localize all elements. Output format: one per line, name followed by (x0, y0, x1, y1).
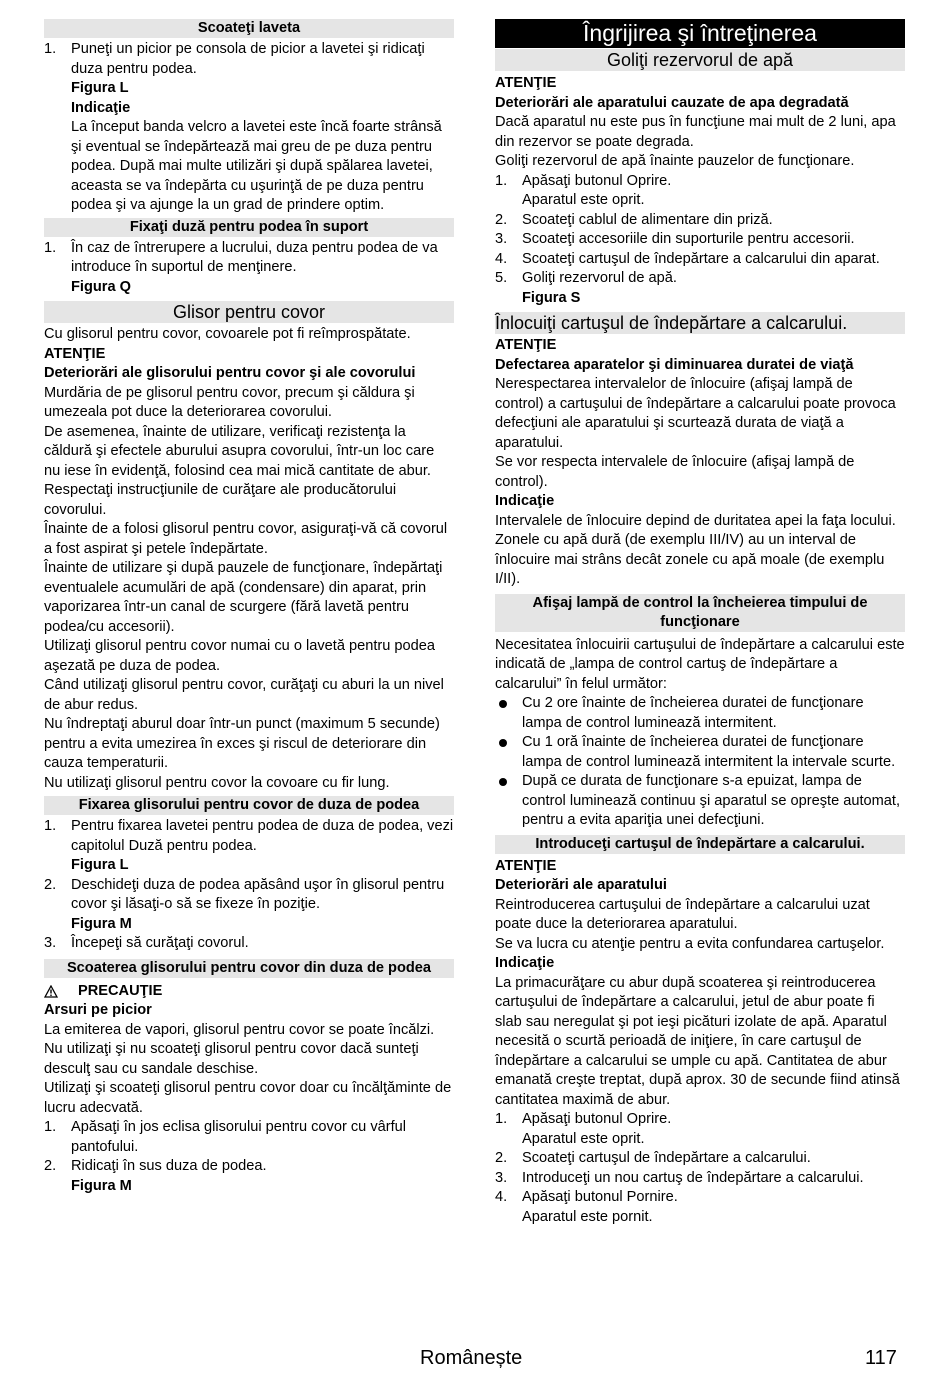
step-number: 2. (495, 211, 508, 228)
step-text: Scoateţi cartuşul de îndepărtare a calcarului. (522, 1150, 811, 1166)
step-text: Puneţi un picior pe consola de picior a lavetei şi ridicaţi duza pentru podea. (71, 41, 425, 77)
step-result: Aparatul este oprit. (522, 1130, 645, 1147)
step-text: În caz de întrerupere a lucrului, duza pentru podea de va introduce în suportul de menţinere. (71, 239, 438, 275)
step-text: Scoateţi accesoriile din suporturile pentru accesorii. (522, 231, 855, 247)
figure-ref: Figura Q (71, 278, 131, 295)
figure-ref: Figura S (522, 289, 581, 306)
paragraph: Utilizaţi glisorul pentru covor numai cu o lavetă pentru podea aşezată pe duza de podea. (44, 638, 436, 674)
chapter-title: Îngrijirea şi întreţinerea (495, 19, 905, 48)
note-text: La început banda velcro a lavetei este încă foarte strânsă şi eventual se îndepărtează mai greu de pe duza pentru podea. După mai multe utilizări şi după spălarea lavetei, aceasta se va îndepărta cu uşurinţă de pe duza pentru podea şi va ajunge la un grad de prindere optim. (71, 119, 442, 213)
section-heading: Scoaterea glisorului pentru covor din duza de podea (44, 959, 454, 978)
step-text: Scoateţi cablul de alimentare din priză. (522, 211, 773, 228)
bullet-text: Cu 2 ore înainte de încheierea duratei de funcţionare lampa de control luminează intermitent. (522, 695, 864, 731)
steps-list (44, 817, 454, 954)
warning-title: Deteriorări ale aparatului (495, 877, 667, 893)
paragraph: Dacă aparatul nu este pus în funcţiune mai mult de 2 luni, apa din rezervor se poate degrada. (495, 114, 896, 150)
intro-text: Cu glisorul pentru covor, covoarele pot fi reîmprospătate. (44, 326, 411, 342)
paragraph: Nu utilizaţi şi nu scoateţi glisorul pentru covor dacă sunteţi desculţ sau cu sandale deschise. (44, 1041, 419, 1077)
step-text: Scoateţi cartuşul de îndepărtare a calcarului din aparat. (522, 250, 880, 267)
paragraph: Nu îndreptaţi aburul doar într-un punct (maximum 5 secunde) pentru a evita umezirea în exces şi riscul de deteriorare din cauza temperaturii. (44, 716, 440, 771)
warning-triangle-icon (44, 985, 58, 998)
paragraph: Nu utilizaţi glisorul pentru covor la covoare cu fir lung. (44, 774, 390, 791)
left-column (44, 19, 454, 1196)
step-number: 4. (495, 1189, 508, 1205)
note-label: Indicaţie (495, 493, 555, 509)
step-item (44, 876, 454, 935)
step-item (495, 230, 905, 250)
note-text: La primacurăţare cu abur după scoaterea şi reintroducerea cartuşului de îndepărtare a calcarului, jetul de abur poate fi slab sau neregulat şi pot ieşi picături izolate de apă. Aparatul necesită o scurtă perioadă de iniţiere, în care cartuşul de îndepărtare a calcarului se umple cu apă. Cantitatea de abur emanată creşte treptat, după aprox. 30 de secunde fiind atinsă cantitatea maximă de abur. (495, 974, 900, 1108)
step-number: 4. (495, 250, 508, 267)
figure-ref: Figura M (71, 1177, 132, 1194)
step-text: Începeţi să curăţaţi covorul. (71, 935, 249, 951)
step-item (495, 1110, 905, 1149)
paragraph: Goliţi rezervorul de apă înainte pauzelor de funcţionare. (495, 153, 855, 169)
section-heading: Scoateţi laveta (44, 19, 454, 38)
step-item (44, 1118, 454, 1157)
step-number: 1. (44, 41, 57, 57)
figure-ref: Figura L (71, 80, 129, 96)
step-text: Introduceţi un nou cartuş de îndepărtare a calcarului. (522, 1169, 864, 1186)
paragraph: Când utilizaţi glisorul pentru covor, curăţaţi cu aburi la un nivel de abur redus. (44, 677, 444, 713)
warning-heading (44, 982, 454, 1002)
note-label: Indicaţie (495, 955, 555, 971)
section-heading: Goliţi rezervorul de apă (495, 49, 905, 71)
step-number: 2. (495, 1150, 508, 1166)
bullet-list (495, 694, 905, 831)
warning-label: ATENŢIE (44, 345, 106, 362)
note-label: Indicaţie (71, 99, 131, 116)
paragraph: Înainte de a folosi glisorul pentru covor, asiguraţi-vă că covorul a fost aspirat şi petele îndepărtate. (44, 521, 448, 557)
bullet-text: După ce durata de funcţionare s-a epuizat, lampa de control luminează continuu şi aparatul se opreşte automat, pentru a evita apariţia unei defecţiuni. (522, 773, 901, 828)
paragraph: Se vor respecta intervalele de înlocuire (afişaj lampă de control). (495, 454, 855, 490)
step-text: Goliţi rezervorul de apă. (522, 270, 677, 286)
step-number: 2. (44, 876, 57, 893)
step-result: Aparatul este oprit. (522, 192, 645, 208)
section-heading: Fixarea glisorului pentru covor de duza de podea (44, 796, 454, 815)
paragraph: Înainte de utilizare şi după pauzele de funcţionare, îndepărtaţi eventualele acumulări de apă (condensare) din aparat, prin vaporizarea într-un canal de scurgere (fără lavetă pentru podea/cu accesorii). (44, 560, 443, 635)
bullet-dot-icon (499, 739, 507, 747)
warning-title: Defectarea aparatelor şi diminuarea duratei de viaţă (495, 356, 854, 373)
paragraph: Murdăria de pe glisorul pentru covor, precum şi căldura şi umezeala pot duce la deteriorarea covorului. (44, 384, 415, 420)
steps-list (495, 1110, 905, 1227)
step-item (495, 1169, 905, 1189)
step-number: 1. (495, 172, 508, 189)
step-item (495, 269, 905, 308)
warning-title: Arsuri pe picior (44, 1002, 152, 1018)
step-number: 1. (44, 818, 57, 834)
step-item (495, 211, 905, 231)
step-text: Deschideţi duza de podea apăsând uşor în glisorul pentru covor şi lăsaţi-o să se fixeze în poziţie. (71, 876, 445, 912)
step-item (44, 817, 454, 876)
steps-list (44, 1118, 454, 1196)
step-number: 1. (44, 239, 57, 256)
section-heading: Fixaţi duză pentru podea în suport (44, 218, 454, 237)
step-number: 3. (495, 1169, 508, 1186)
step-text: Apăsaţi în jos eclisa glisorului pentru covor cu vârful pantofului. (71, 1119, 407, 1155)
paragraph: Utilizaţi şi scoateţi glisorul pentru covor doar cu încălţăminte de lucru adecvată. (44, 1080, 452, 1116)
paragraph: Reintroducerea cartuşului de îndepărtare a calcarului uzat poate duce la deteriorarea aparatului. (495, 896, 870, 932)
warning-label: ATENŢIE (495, 337, 557, 353)
step-number: 2. (44, 1158, 57, 1174)
warning-title: Deteriorări ale glisorului pentru covor şi ale covorului (44, 365, 416, 381)
step-text: Ridicaţi în sus duza de podea. (71, 1158, 267, 1174)
step-text: Pentru fixarea lavetei pentru podea de duza de podea, vezi capitolul Duză pentru podea. (71, 818, 454, 854)
paragraph: Respectaţi instrucţiunile de curăţare ale producătorului covorului. (44, 482, 397, 518)
figure-ref: Figura L (71, 857, 129, 873)
warning-label: ATENŢIE (495, 75, 557, 91)
step-item (44, 40, 454, 79)
step-item (495, 1149, 905, 1169)
section-heading: Introduceţi cartuşul de îndepărtare a calcarului. (495, 835, 905, 854)
section-heading: Afişaj lampă de control la încheierea timpului de funcţionare (495, 594, 905, 632)
step-number: 1. (44, 1119, 57, 1135)
step-number: 1. (495, 1111, 508, 1127)
step-number: 3. (44, 935, 57, 951)
section-heading: Glisor pentru covor (44, 301, 454, 323)
paragraph: De asemenea, înainte de utilizare, verificaţi rezistenţa la căldură şi efectele aburului asupra covorului, într-un loc care nu iese în evidenţă, folosind cea mai mică cantitate de abur. (44, 423, 435, 479)
bullet-dot-icon (499, 778, 507, 786)
section-heading: Înlocuiţi cartuşul de îndepărtare a calcarului. (495, 312, 905, 334)
paragraph: Nerespectarea intervalelor de înlocuire (afişaj lampă de control) a cartuşului de îndepărtare a calcarului poate provoca defecţiuni ale aparatului şi scurtează durata de viaţă a aparatului. (495, 376, 896, 451)
figure-ref: Figura M (71, 915, 132, 932)
warning-title: Deteriorări ale aparatului cauzate de apa degradată (495, 94, 849, 111)
step-number: 5. (495, 270, 508, 286)
bullet-dot-icon (499, 700, 507, 708)
steps-list (495, 172, 905, 309)
bullet-item (495, 733, 905, 772)
step-item (44, 934, 454, 954)
steps-list (44, 40, 454, 79)
bullet-item (495, 772, 905, 831)
bullet-text: Cu 1 oră înainte de încheierea duratei de funcţionare lampa de control luminează intermitent la intervale scurte. (522, 734, 896, 770)
step-item (44, 1157, 454, 1196)
page-number: 117 (865, 1347, 897, 1369)
intro-text: Necesitatea înlocuirii cartuşului de îndepărtare a calcarului este indicată de „lampa de control cartuş de îndepărtare a calcarului” în felul următor: (495, 636, 905, 692)
footer-language: Românește (420, 1347, 523, 1369)
steps-list (44, 239, 454, 278)
warning-label: PRECAUŢIE (78, 982, 163, 999)
step-item (495, 172, 905, 211)
step-text: Apăsaţi butonul Oprire. (522, 1111, 672, 1127)
paragraph: La emiterea de vapori, glisorul pentru covor se poate încălzi. (44, 1021, 435, 1038)
note-text: Intervalele de înlocuire depind de duritatea apei la faţa locului. Zonele cu apă dură (de exemplu III/IV) au un interval de înlocuire mai strâns decât zonele cu apă moale (de exemplu I/II). (495, 512, 896, 587)
step-item (495, 250, 905, 270)
bullet-item (495, 694, 905, 733)
step-number: 3. (495, 231, 508, 247)
step-item (44, 239, 454, 278)
step-item (495, 1188, 905, 1227)
paragraph: Se va lucra cu atenţie pentru a evita confundarea cartuşelor. (495, 935, 885, 952)
step-text: Apăsaţi butonul Pornire. (522, 1189, 678, 1205)
warning-label: ATENŢIE (495, 857, 557, 874)
step-result: Aparatul este pornit. (522, 1208, 653, 1225)
right-column (495, 19, 905, 1227)
step-text: Apăsaţi butonul Oprire. (522, 172, 672, 189)
